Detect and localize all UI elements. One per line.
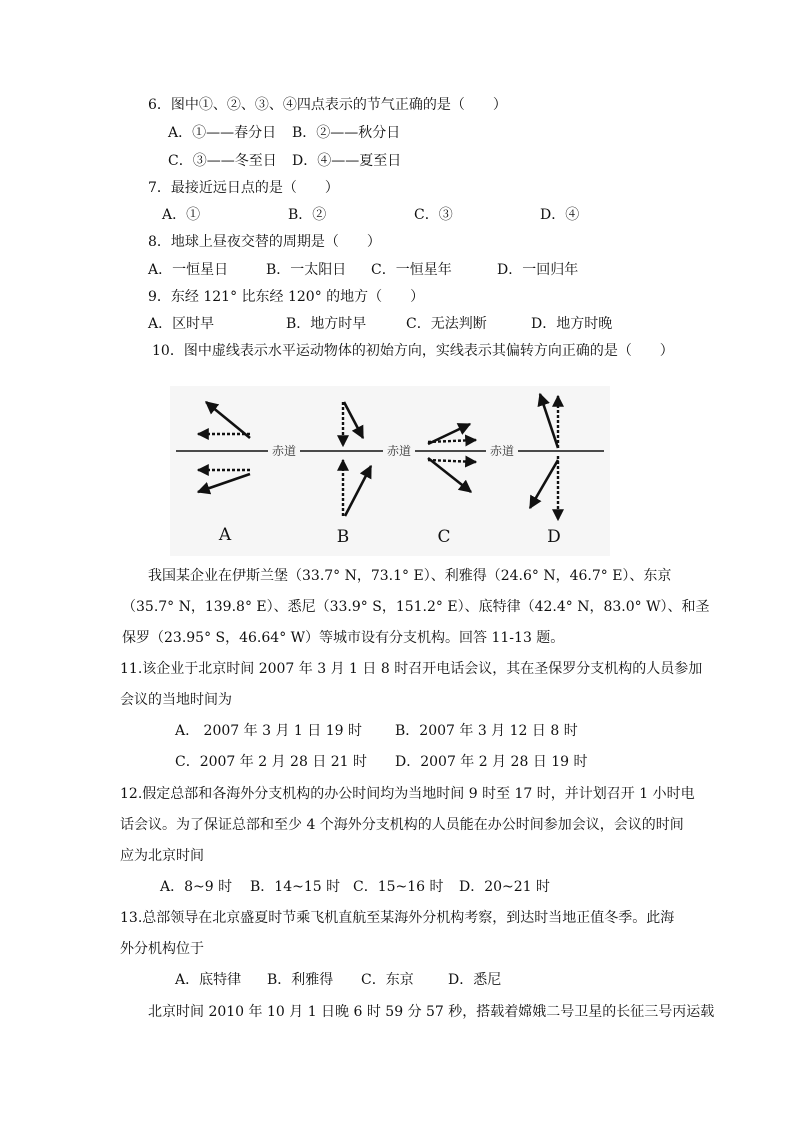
equator-label-1: 赤道	[271, 444, 297, 458]
q12-option-d: D．20~21 时	[459, 879, 551, 895]
q13-line-2: 外分机构位于	[120, 941, 204, 957]
q13-options	[175, 971, 501, 989]
q12-line-2: 话会议。为了保证总部和至少 4 个海外分支机构的人员能在办公时间参加会议，会议的时间	[120, 817, 684, 833]
q7-stem: 7．最接近远日点的是（ ）	[148, 180, 339, 196]
q13-option-d: D．悉尼	[448, 972, 502, 988]
q13-option-b: B．利雅得	[267, 972, 334, 988]
q6-stem: 6．图中①、②、③、④四点表示的节气正确的是（ ）	[148, 97, 507, 113]
q11-option-b: B．2007 年 3 月 12 日 8 时	[395, 723, 578, 739]
q7-option-c: C．③	[414, 207, 453, 223]
q9-option-b: B．地方时早	[286, 316, 367, 332]
q11-options-row1	[175, 722, 578, 740]
panel-label-d: D	[547, 527, 561, 547]
passage-line-3: 保罗（23.95° S，46.64° W）等城市设有分支机构。回答 11-13 题。	[122, 630, 565, 646]
q12-option-a: A．8~9 时	[160, 879, 233, 895]
q7-option-a: A．①	[162, 207, 201, 223]
q6-options-row1	[168, 124, 400, 142]
q8-option-d: D．一回归年	[497, 262, 579, 278]
q13-option-c: C．东京	[361, 972, 414, 988]
q12-options	[160, 878, 550, 896]
q7-option-d: D．④	[540, 207, 580, 223]
passage-line-2: （35.7° N，139.8° E）、悉尼（33.9° S，151.2° E）、底特律（42.4° N，83.0° W）、和圣	[122, 599, 710, 615]
equator-label-2: 赤道	[386, 444, 412, 458]
q8-options	[148, 261, 578, 279]
q11-options-row2	[175, 753, 588, 771]
q10-stem: 10．图中虚线表示水平运动物体的初始方向，实线表示其偏转方向正确的是（ ）	[152, 343, 674, 359]
q6-option-a: A．①——春分日	[168, 125, 277, 141]
q11-option-a: A. 2007 年 3 月 1 日 19 时	[175, 723, 362, 739]
q9-option-d: D．地方时晚	[531, 316, 613, 332]
q6-option-d: D．④——夏至日	[292, 153, 402, 169]
q11-line-1: 11.该企业于北京时间 2007 年 3 月 1 日 8 时召开电话会议，其在圣保罗分支机构的人员参加	[120, 661, 703, 677]
equator-label-3: 赤道	[489, 444, 515, 458]
q7-option-b: B．②	[288, 207, 327, 223]
q8-option-c: C．一恒星年	[371, 262, 452, 278]
q6-option-c: C．③——冬至日	[168, 153, 277, 169]
passage-line-1: 我国某企业在伊斯兰堡（33.7° N，73.1° E）、利雅得（24.6° N，46.7° E）、东京	[148, 568, 672, 584]
q12-line-3: 应为北京时间	[120, 848, 204, 864]
figure-background	[170, 386, 610, 556]
closing-line-1: 北京时间 2010 年 10 月 1 日晚 6 时 59 分 57 秒，搭载着嫦娥二号卫星的长征三号丙运载	[148, 1004, 715, 1020]
q12-line-1: 12.假定总部和各海外分支机构的办公时间均为当地时间 9 时至 17 时，并计划召开 1 小时电	[120, 786, 695, 802]
panel-label-c: C	[437, 527, 451, 547]
q11-option-d: D．2007 年 2 月 28 日 19 时	[395, 754, 588, 770]
q12-option-c: C．15~16 时	[353, 879, 444, 895]
q6-option-b: B．②——秋分日	[292, 125, 401, 141]
q9-options	[148, 315, 612, 333]
q13-option-a: A．底特律	[175, 972, 242, 988]
panel-label-a: A	[218, 525, 232, 545]
q6-options-row2	[168, 152, 401, 170]
q8-option-b: B．一太阳日	[266, 262, 347, 278]
q13-line-1: 13.总部领导在北京盛夏时节乘飞机直航至某海外分机构考察，到达时当地正值冬季。此海	[120, 910, 675, 926]
q9-option-c: C．无法判断	[406, 316, 487, 332]
q12-option-b: B．14~15 时	[250, 879, 341, 895]
deflection-figure	[170, 386, 610, 556]
q7-options	[162, 206, 579, 224]
q9-option-a: A．区时早	[148, 316, 215, 332]
q11-option-c: C．2007 年 2 月 28 日 21 时	[175, 754, 368, 770]
q8-option-a: A．一恒星日	[148, 262, 229, 278]
q8-stem: 8．地球上昼夜交替的周期是（ ）	[148, 234, 381, 250]
panel-label-b: B	[336, 527, 350, 547]
q11-line-2: 会议的当地时间为	[120, 692, 232, 708]
q9-stem: 9．东经 121° 比东经 120° 的地方（ ）	[148, 289, 425, 305]
